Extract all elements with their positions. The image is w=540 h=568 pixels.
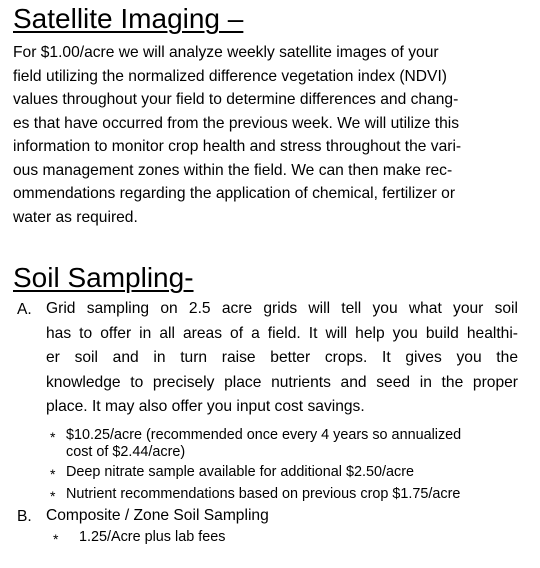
bullet-item-nutrient-recommendations: [66, 486, 460, 503]
bullet-line: Nutrient recommendations based on previous crop $1.75/acre: [66, 486, 461, 502]
list-item-composite-sampling: [46, 504, 518, 529]
bullet-item-composite-price: [79, 529, 225, 546]
item-line: knowledge to precisely place nutrients and seed in the proper: [46, 373, 518, 391]
list-item-letter-b: B.: [17, 508, 32, 525]
item-line: has to offer in all areas of a field. It will help you build healthi-: [46, 324, 518, 342]
bullet-asterisk-icon: *: [53, 531, 59, 547]
item-line: er soil and in turn raise better crops. It gives you the: [46, 349, 518, 366]
bullet-asterisk-icon: *: [50, 429, 56, 445]
section-title-soil-sampling: Soil Sampling-: [13, 262, 194, 293]
bullet-item-deep-nitrate: [66, 464, 414, 481]
bullet-item-grid-price: [66, 427, 461, 461]
satellite-paragraph: [13, 41, 527, 229]
paragraph-line: water as required.: [13, 208, 138, 226]
paragraph-line: values throughout your field to determine differences and chang-: [13, 91, 459, 108]
paragraph-line: ous management zones within the field. We can then make rec-: [13, 161, 453, 179]
paragraph-line: ommendations regarding the application of chemical, fertilizer or: [13, 185, 456, 202]
item-line: Composite / Zone Soil Sampling: [46, 507, 269, 524]
paragraph-line: information to monitor crop health and stress throughout the vari-: [13, 138, 462, 155]
bullet-line: 1.25/Acre plus lab fees: [79, 529, 226, 545]
paragraph-line: es that have occurred from the previous week. We will utilize this: [13, 114, 460, 132]
bullet-line: $10.25/acre (recommended once every 4 years so annualized: [66, 427, 462, 443]
paragraph-line: field utilizing the normalized difference vegetation index (NDVI): [13, 67, 447, 85]
list-item-letter-a: A.: [17, 301, 32, 318]
bullet-asterisk-icon: *: [50, 466, 56, 482]
bullet-asterisk-icon: *: [50, 488, 56, 504]
bullet-line: Deep nitrate sample available for additional $2.50/acre: [66, 464, 414, 480]
list-item-grid-sampling: [46, 297, 518, 420]
item-line: Grid sampling on 2.5 acre grids will tell you what your soil: [46, 300, 518, 317]
section-title-satellite-imaging: Satellite Imaging –: [13, 3, 244, 34]
item-line: place. It may also offer you input cost savings.: [46, 398, 365, 415]
bullet-line: cost of $2.44/acre): [66, 444, 186, 460]
paragraph-line: For $1.00/acre we will analyze weekly satellite images of your: [13, 44, 439, 61]
